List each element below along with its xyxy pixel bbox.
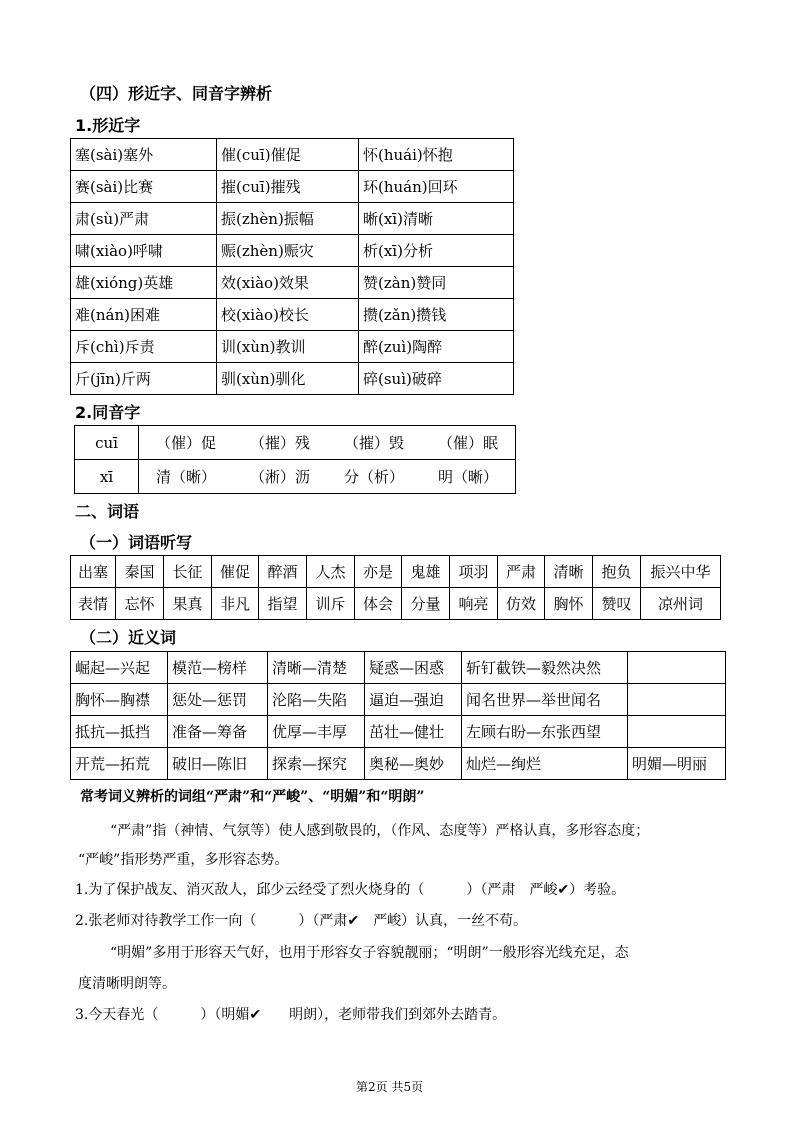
table-row — [71, 203, 514, 235]
dictation-word: 训斥 — [307, 588, 355, 620]
table-row — [71, 684, 726, 716]
dictation-word: 赞叹 — [593, 588, 641, 620]
dictation-word: 分量 — [402, 588, 450, 620]
paragraph-mingmei-a: “明媚”多用于形容天气好，也用于形容女子容貌靓丽；“明朗”一般形容光线充足，态 — [110, 945, 629, 961]
section-title-xingjin-tongyin: （四）形近字、同音字辨析 — [80, 84, 273, 103]
synonym-pair: 抵抗—抵挡 — [71, 716, 168, 748]
synonym-pair — [628, 684, 726, 716]
dictation-word: 秦国 — [116, 556, 164, 588]
table-cell: 训(xùn)教训 — [217, 331, 359, 363]
table-row — [71, 652, 726, 684]
synonym-pair: 沦陷—失陷 — [268, 684, 365, 716]
tongyinzi-table — [74, 425, 516, 494]
table-cell: 醉(zuì)陶醉 — [359, 331, 514, 363]
dictation-table — [70, 555, 721, 620]
synonym-pair: 逼迫—强迫 — [365, 684, 462, 716]
table-cell: 塞(sài)塞外 — [71, 139, 217, 171]
dictation-word: 果真 — [164, 588, 212, 620]
table-row — [71, 331, 514, 363]
table-cell: 碎(suì)破碎 — [359, 363, 514, 395]
dictation-word: 仿效 — [498, 588, 545, 620]
dictation-word: 亦是 — [355, 556, 402, 588]
table-row — [71, 716, 726, 748]
paragraph-mingmei-b: 度清晰明朗等。 — [78, 976, 176, 992]
dictation-word: 凉州词 — [641, 588, 721, 620]
xingjinzi-table — [70, 138, 514, 395]
table-cell: 析(xī)分析 — [359, 235, 514, 267]
tongyin-item: （催）促 — [155, 434, 216, 452]
tongyin-item: （摧）残 — [249, 434, 310, 452]
table-cell: 斤(jīn)斤两 — [71, 363, 217, 395]
dictation-word: 鬼雄 — [402, 556, 450, 588]
subsection-title-tongyinzi: 2.同音字 — [75, 403, 141, 422]
table-cell: 雄(xióng)英雄 — [71, 267, 217, 299]
dictation-word: 指望 — [259, 588, 307, 620]
dictation-word: 出塞 — [71, 556, 116, 588]
synonym-pair: 茁壮—健壮 — [365, 716, 462, 748]
table-row — [71, 267, 514, 299]
dictation-word: 人杰 — [307, 556, 355, 588]
table-row — [75, 460, 516, 494]
synonym-pair: 优厚—丰厚 — [268, 716, 365, 748]
dictation-word: 醉酒 — [259, 556, 307, 588]
synonym-pair: 准备—筹备 — [168, 716, 268, 748]
subsection-title-dictation: （一）词语听写 — [80, 533, 193, 552]
synonym-pair: 惩处—惩罚 — [168, 684, 268, 716]
synonym-pair: 灿烂—绚烂 — [462, 748, 628, 780]
dictation-word: 严肃 — [498, 556, 545, 588]
synonym-pair: 胸怀—胸襟 — [71, 684, 168, 716]
table-row — [71, 139, 514, 171]
tongyin-item: （摧）毁 — [343, 434, 404, 452]
dictation-word: 忘怀 — [116, 588, 164, 620]
synonym-table — [70, 651, 726, 780]
table-row — [75, 426, 516, 460]
dictation-word: 催促 — [212, 556, 259, 588]
dictation-word: 长征 — [164, 556, 212, 588]
dictation-word: 抱负 — [593, 556, 641, 588]
analysis-title: 常考词义辨析的词组“严肃”和“严峻”、“明媚”和“明朗” — [80, 789, 425, 805]
table-cell: 催(cuī)催促 — [217, 139, 359, 171]
question-1: 1.为了保护战友、消灭敌人，邱少云经受了烈火烧身的（ ）（严肃 严峻✔）考验。 — [75, 882, 626, 898]
table-row — [71, 748, 726, 780]
paragraph-yansu-a: “严肃”指（神情、气氛等）使人感到敬畏的，（作风、态度等）严格认真，多形容态度； — [110, 823, 650, 839]
table-cell: 赈(zhèn)赈灾 — [217, 235, 359, 267]
dictation-word: 非凡 — [212, 588, 259, 620]
table-row — [71, 171, 514, 203]
pinyin-head-cell: xī — [75, 460, 139, 494]
synonym-pair — [628, 716, 726, 748]
synonym-pair: 斩钉截铁—毅然决然 — [462, 652, 628, 684]
tongyin-item: （催）眠 — [437, 434, 498, 452]
tongyin-item: （淅）沥 — [249, 468, 310, 486]
paragraph-yansu-b: “严峻”指形势严重，多形容态势。 — [78, 852, 289, 868]
tongyin-item: 分（析） — [343, 468, 404, 486]
synonym-pair: 左顾右盼—东张西望 — [462, 716, 628, 748]
synonym-pair: 破旧—陈旧 — [168, 748, 268, 780]
table-cell: 摧(cuī)摧残 — [217, 171, 359, 203]
table-cell: 驯(xùn)驯化 — [217, 363, 359, 395]
synonym-pair: 开荒—拓荒 — [71, 748, 168, 780]
table-cell: 啸(xiào)呼啸 — [71, 235, 217, 267]
dictation-word: 胸怀 — [545, 588, 593, 620]
pinyin-head-cell: cuī — [75, 426, 139, 460]
tongyin-item: 清（晰） — [155, 468, 216, 486]
table-row — [71, 299, 514, 331]
table-cell: 攒(zǎn)攒钱 — [359, 299, 514, 331]
table-cell: 斥(chì)斥责 — [71, 331, 217, 363]
table-cell: 校(xiào)校长 — [217, 299, 359, 331]
tongyin-items-cell — [139, 426, 516, 460]
synonym-pair — [628, 652, 726, 684]
table-row — [71, 235, 514, 267]
synonym-pair: 明媚—明丽 — [628, 748, 726, 780]
dictation-word: 项羽 — [450, 556, 498, 588]
question-3: 3.今天春光（ ）（明媚✔ 明朗），老师带我们到郊外去踏青。 — [75, 1007, 507, 1023]
table-cell: 肃(sù)严肃 — [71, 203, 217, 235]
table-cell: 环(huán)回环 — [359, 171, 514, 203]
table-cell: 怀(huái)怀抱 — [359, 139, 514, 171]
dictation-word: 表情 — [71, 588, 116, 620]
table-cell: 赛(sài)比赛 — [71, 171, 217, 203]
page-footer: 第2页 共5页 — [356, 1080, 424, 1094]
tongyin-items-cell — [139, 460, 516, 494]
tongyin-item: 明（晰） — [437, 468, 498, 486]
dictation-word: 体会 — [355, 588, 402, 620]
dictation-word: 振兴中华 — [641, 556, 721, 588]
table-cell: 效(xiào)效果 — [217, 267, 359, 299]
synonym-pair: 清晰—清楚 — [268, 652, 365, 684]
table-cell: 赞(zàn)赞同 — [359, 267, 514, 299]
subsection-title-synonyms: （二）近义词 — [80, 628, 177, 647]
dictation-word: 清晰 — [545, 556, 593, 588]
table-row — [71, 556, 721, 588]
table-row — [71, 588, 721, 620]
table-cell: 振(zhèn)振幅 — [217, 203, 359, 235]
subsection-title-xingjinzi: 1.形近字 — [75, 116, 141, 135]
question-2: 2.张老师对待教学工作一向（ ）（严肃✔ 严峻）认真，一丝不苟。 — [75, 913, 528, 929]
table-cell: 难(nán)困难 — [71, 299, 217, 331]
synonym-pair: 探索—探究 — [268, 748, 365, 780]
synonym-pair: 疑惑—困惑 — [365, 652, 462, 684]
table-row — [71, 363, 514, 395]
section-title-ciyu: 二、词语 — [75, 502, 140, 521]
dictation-word: 响亮 — [450, 588, 498, 620]
synonym-pair: 奥秘—奥妙 — [365, 748, 462, 780]
synonym-pair: 崛起—兴起 — [71, 652, 168, 684]
table-cell: 晰(xī)清晰 — [359, 203, 514, 235]
synonym-pair: 闻名世界—举世闻名 — [462, 684, 628, 716]
synonym-pair: 模范—榜样 — [168, 652, 268, 684]
